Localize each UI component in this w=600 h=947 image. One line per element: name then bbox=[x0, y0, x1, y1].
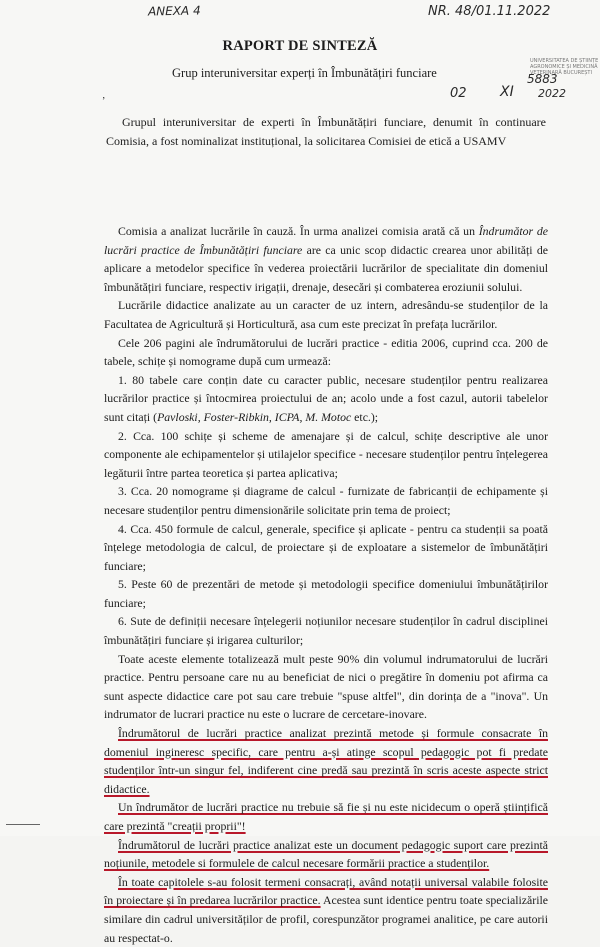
paragraph-terms: În toate capitolele s-au folosit termeni consacrați, având notații universal valabile folosite în proiectare și în predarea lucrărilor practice. Acestea sunt identice pentru toate specializările similare din cadrul universităților de profil, corespunzător programei analitice, pe care autorii au respectat-o. bbox=[104, 874, 548, 945]
report-title: RAPORT DE SINTEZĂ bbox=[222, 38, 378, 54]
page-edge-mark bbox=[0, 816, 40, 828]
list-item: 6. Sute de definiții necesare înțelegerii noțiunilor necesare studenților în cadrul disciplinei îmbunătățiri funciare și irigarea culturilor; bbox=[104, 614, 548, 648]
list-item: 3. Cca. 20 nomograme și diagrame de calcul - furnizate de fabricanții de echipamente și necesare studenților pentru dimensionările solicitate prin tema de proiect; bbox=[104, 484, 548, 517]
paragraph-pedagogic bbox=[104, 836, 548, 873]
underlined-text: Îndrumătorul de lucrări practice analizat este un document pedagogic suport care prezintă noțiunile, metodele si formulele de calcul necesare formării practice a studenților. bbox=[104, 837, 548, 871]
stamp-day: 02 bbox=[450, 86, 467, 101]
paragraph-analysis: Comisia a analizat lucrările în cauză. În urma analizei comisia arată că un Îndrumător de lucrări practice de Îmbunătățiri funciare are ca unic scop didactic crearea unor abilități de aplicare a metodelor specifice în vederea proiectării lucrărilor de specialitate din domeniul îmbunătățiri funciare, respectiv irigații, drenaje, desecări și combaterea eroziunii solului. bbox=[104, 224, 548, 294]
stamp-header-line: UNIVERSITATEA DE ȘTIINȚE bbox=[530, 58, 599, 64]
paragraph-not-scientific bbox=[104, 798, 548, 835]
handwritten-registration-number: NR. 48/01.11.2022 bbox=[428, 4, 551, 19]
stamp-number: 5883 bbox=[527, 72, 558, 86]
list-item: 2. Cca. 100 schițe și scheme de amenajare și de calcul, schițe descriptive ale unor componente ale echipamentelor și utilajelor specifice - necesare studenților pentru înțelegerea legăturii între partea teoretica și partea aplicativa; bbox=[104, 428, 548, 480]
intro-paragraph: Grupul interuniversitar de experti în Îmbunătățiri funciare, denumit în continuare Comisia, a fost nominalizat instituțional, la solicitarea Comisiei de etică a USAMV bbox=[106, 115, 546, 148]
list-item: 5. Peste 60 de prezentări de metode și metodologii specifice domeniului îmbunătățirilor funciare; bbox=[104, 577, 548, 610]
underlined-text: Îndrumătorul de lucrări practice analizat prezintă metode și formule consacrate în domeniul ingineresc specific, care pentru a-și atinge scopul pedagogic pot fi predate studenților într-un singur fel, indiferent cine predă sau prezintă în scris aceste aspecte strict didactice. bbox=[104, 726, 548, 796]
report-body bbox=[104, 222, 548, 947]
paragraph-methods bbox=[104, 724, 548, 798]
paragraph-pages: Cele 206 pagini ale îndrumătorului de lucrări practice - editia 2006, cuprind cca. 200 de tabele, schițe și nomograme după cum urmează: bbox=[104, 335, 548, 369]
paragraph-internal-use: Lucrările didactice analizate au un caracter de uz intern, adresându-se studenților de la Facultatea de Agricultură și Horticultură, asa cum este precizat în prefața lucrărilor. bbox=[104, 298, 548, 331]
paragraph-summary: Toate aceste elemente totalizează mult peste 90% din volumul indrumatorului de lucrări practice. Pentru persoane care nu au beneficiat de nici o pregătire în domeniu pot afirma ca sunt aspecte didactice care pot sau care trebuie "spuse altfel", din dorința de a "inova". Un indrumator de lucrari practice nu este o lucrare de cercetare-inovare. bbox=[104, 651, 548, 722]
handwritten-annex-note: ANEXA 4 bbox=[147, 3, 201, 19]
list-item: 1. 80 tabele care conțin date cu caracter public, necesare studenților pentru realizarea lucrărilor practice și întocmirea proiectului de an; acolo unde a fost cazul, autorii tabelelor sunt citați (Pavloski, Foster-Ribkin, ICPA, M. Motoc etc.); bbox=[104, 372, 548, 424]
stamp-year: 2022 bbox=[538, 87, 566, 100]
guide-title-emphasis: Îndrumător de lucrări practice de Îmbunătățiri funciare bbox=[104, 224, 548, 257]
report-subtitle: Grup interuniversitar experți în Îmbunătățiri funciare bbox=[172, 66, 437, 80]
underlined-text: Un îndrumător de lucrări practice nu trebuie să fie și nu este nicidecum o operă științifică care prezintă "creații proprii"! bbox=[104, 800, 548, 833]
list-item: 4. Cca. 450 formule de calcul, generale, specifice și aplicate - pentru ca studenții sa poată înțelege metodologia de calcul, de proiectare și de exploatare a sistemelor de îmbunătățiri funciare; bbox=[104, 521, 548, 573]
stamp-header-line: VETERINARĂ BUCUREȘTI bbox=[530, 70, 592, 76]
margin-tick-mark: ʼ bbox=[102, 96, 106, 107]
stamp-header-line: AGRONOMICE ȘI MEDICINĂ bbox=[530, 64, 598, 70]
underlined-text: În toate capitolele s-au folosit termeni consacrați, având notații universal valabile folosite în proiectare și în predarea lucrărilor practice. bbox=[104, 874, 548, 908]
stamp-month: XI bbox=[500, 84, 514, 100]
